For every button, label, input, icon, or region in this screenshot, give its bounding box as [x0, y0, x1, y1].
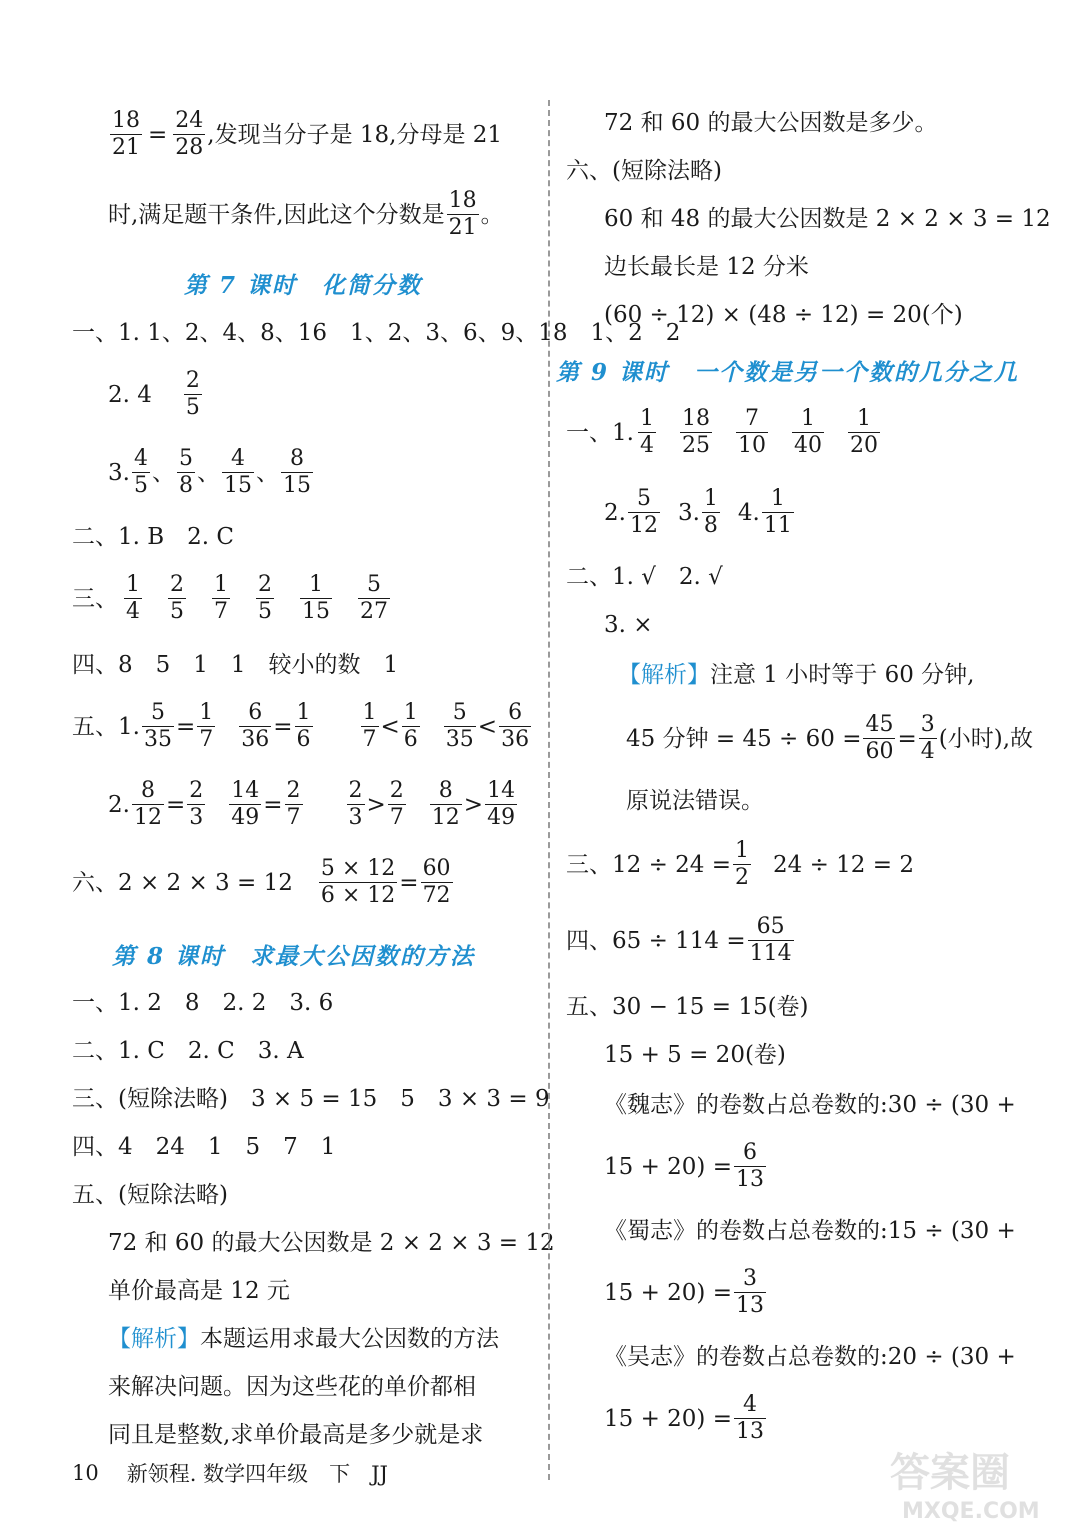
equals-sign: =	[263, 791, 283, 818]
fraction: $\frac{2}{3}$	[348, 778, 363, 830]
s8-part-3: 三、(短除法略) 3 × 5 = 15 5 3 × 3 = 9	[72, 1086, 550, 1112]
fraction: $\frac{8}{12}$	[431, 778, 460, 830]
s9-part-1-q2-4	[604, 486, 796, 539]
fraction: $\frac{6}{13}$	[735, 1140, 764, 1192]
fraction: $\frac{1}{6}$	[296, 700, 311, 752]
analysis-text: (小时),故	[938, 725, 1034, 752]
s9-part-5-line-2: 《魏志》的卷数占总卷数的:30 ÷ (30 +	[604, 1092, 1016, 1118]
equation: 三、12 ÷ 24 =	[566, 851, 732, 878]
separator: 、	[151, 459, 175, 486]
fraction: $\frac{5}{27}$	[360, 572, 388, 624]
fraction: $\frac{1}{7}$	[214, 572, 228, 624]
label: 4.	[737, 499, 760, 526]
s7-part-5-q1	[72, 700, 533, 753]
equals-sign: =	[175, 713, 196, 740]
s7-part-3	[72, 572, 392, 625]
page-number: 10	[72, 1461, 99, 1485]
fraction: $\frac{2}{7}$	[389, 778, 404, 830]
s9-part-2-q1-2: 二、1. √ 2. √	[566, 564, 723, 590]
fraction: $\frac{5}{35}$	[445, 700, 474, 752]
equals-sign: =	[399, 869, 419, 896]
fraction: $\frac{1}{20}$	[849, 406, 878, 458]
less-than-sign: <	[477, 713, 498, 740]
fraction: $\frac{3}{13}$	[735, 1266, 764, 1318]
label: 3.	[677, 499, 700, 526]
s7-part-1-q2	[108, 368, 204, 421]
s8-part-5-line-1: 72 和 60 的最大公因数是 2 × 2 × 3 = 12	[108, 1230, 555, 1256]
fraction: $\frac{6}{36}$	[241, 700, 270, 752]
page-footer	[72, 1458, 388, 1488]
intro-text: 时,满足题干条件,因此这个分数是	[108, 201, 445, 228]
fraction: $\frac{1}{8}$	[703, 486, 718, 538]
fraction: $\frac{45}{60}$	[865, 712, 894, 764]
equation: 15 + 20) =	[604, 1153, 732, 1180]
fraction: $\frac{1}{40}$	[793, 406, 822, 458]
lesson-8-heading: 第 8 课时 求最大公因数的方法	[112, 943, 476, 970]
lesson-7-heading: 第 7 课时 化简分数	[184, 272, 423, 299]
intro-line-1	[108, 108, 502, 161]
s9-analysis-line-1	[618, 660, 974, 690]
fraction: $\frac{18}{25}$	[681, 406, 710, 458]
intro-text: ,发现当分子是 18,分母是 21	[207, 121, 503, 148]
fraction: $\frac{14}{49}$	[487, 778, 516, 830]
fraction: $\frac{8}{15}$	[282, 446, 311, 498]
fraction: $\frac{7}{10}$	[737, 406, 766, 458]
fraction: $\frac{4}{15}$	[223, 446, 252, 498]
equals-sign: =	[897, 725, 917, 752]
fraction: $\frac{14}{49}$	[231, 778, 260, 830]
s8-part-6-line-1: 60 和 48 的最大公因数是 2 × 2 × 3 = 12	[604, 206, 1051, 232]
fraction: $\frac{1}{4}$	[639, 406, 654, 458]
book-title: 新领程. 数学四年级 下 JJ	[126, 1462, 388, 1486]
s9-analysis-line-3: 原说法错误。	[626, 788, 764, 814]
greater-than-sign: >	[463, 791, 484, 818]
fraction: $\frac{2}{7}$	[286, 778, 301, 830]
fraction: $\frac{2}{5}$	[185, 368, 200, 420]
analysis-text: 本题运用求最大公因数的方法	[200, 1326, 499, 1352]
fraction: $\frac{5}{8}$	[178, 446, 193, 498]
s8-part-5: 五、(短除法略)	[72, 1182, 228, 1208]
right-continue-line: 72 和 60 的最大公因数是多少。	[604, 110, 938, 136]
equals-sign: =	[273, 713, 293, 740]
s9-part-3	[566, 838, 914, 891]
equals-sign: =	[165, 791, 186, 818]
equation: 15 + 20) =	[604, 1405, 732, 1432]
greater-than-sign: >	[366, 791, 386, 818]
fraction: $\frac{5}{35}$	[143, 700, 172, 752]
s9-part-5: 五、30 − 15 = 15(卷)	[566, 994, 809, 1020]
fraction: $\frac{4}{13}$	[735, 1392, 764, 1444]
s8-part-6-line-2: 边长最长是 12 分米	[604, 254, 809, 280]
watermark-text: 答案圈	[890, 1450, 1010, 1496]
s7-part-5-q2	[108, 778, 519, 831]
equation: 四、65 ÷ 114 =	[566, 927, 746, 954]
separator: 、	[196, 459, 220, 486]
fraction: $\frac{1}{11}$	[763, 486, 792, 538]
equals-sign: =	[148, 121, 168, 148]
less-than-sign: <	[380, 713, 400, 740]
equation: 24 ÷ 12 = 2	[773, 851, 914, 878]
s8-part-1: 一、1. 2 8 2. 2 3. 6	[72, 990, 334, 1016]
label: 2. 4	[108, 381, 152, 408]
fraction: $\frac{1}{4}$	[126, 572, 140, 624]
fraction: $\frac{1}{15}$	[302, 572, 330, 624]
label: 五、1.	[72, 713, 140, 740]
s9-part-5-line-5	[604, 1266, 768, 1319]
s7-part-1-q1: 一、1. 1、2、4、8、16 1、2、3、6、9、18 1、2 2	[72, 320, 681, 346]
s8-analysis-line-1	[108, 1324, 499, 1354]
label: 一、1.	[566, 419, 634, 446]
fraction: $\frac{2}{5}$	[258, 572, 272, 624]
label: 六、2 × 2 × 3 = 12	[72, 869, 293, 896]
analysis-tag: 【解析】	[618, 662, 710, 688]
s7-part-2: 二、1. B 2. C	[72, 524, 235, 550]
fraction: $\frac{18}{21}$	[112, 108, 140, 160]
label: 2.	[108, 791, 130, 818]
fraction: $\frac{60}{72}$	[422, 856, 451, 908]
fraction: $\frac{1}{2}$	[735, 838, 750, 890]
s9-part-5-line-7	[604, 1392, 768, 1445]
watermark-logo-icon	[880, 1438, 1060, 1528]
s8-part-2: 二、1. C 2. C 3. A	[72, 1038, 304, 1064]
s7-part-4: 四、8 5 1 1 较小的数 1	[72, 652, 399, 678]
s9-part-5-line-4: 《蜀志》的卷数占总卷数的:15 ÷ (30 +	[604, 1218, 1016, 1244]
fraction: $\frac{2}{3}$	[189, 778, 204, 830]
s7-part-6	[72, 856, 455, 909]
fraction: $\frac{18}{21}$	[448, 188, 477, 240]
fraction: $\frac{1}{6}$	[403, 700, 418, 752]
label: 三、	[72, 585, 118, 612]
s8-analysis-line-3: 同且是整数,求单价最高是多少就是求	[108, 1422, 484, 1448]
period: 。	[480, 201, 504, 228]
fraction: $\frac{1}{7}$	[199, 700, 214, 752]
fraction: $\frac{2}{5}$	[170, 572, 184, 624]
fraction: $\frac{4}{5}$	[133, 446, 148, 498]
lesson-9-heading: 第 9 课时 一个数是另一个数的几分之几	[556, 359, 1020, 386]
s9-analysis-line-2	[626, 712, 1033, 765]
fraction: $\frac{24}{28}$	[175, 108, 204, 160]
label: 2.	[604, 499, 626, 526]
s9-part-2-q3: 3. ×	[604, 612, 653, 638]
s9-part-4	[566, 914, 796, 967]
s9-part-5-line-1: 15 + 5 = 20(卷)	[604, 1042, 786, 1068]
s9-part-1-q1	[566, 406, 882, 459]
analysis-tag: 【解析】	[108, 1326, 200, 1352]
analysis-text: 45 分钟 = 45 ÷ 60 =	[626, 725, 862, 752]
watermark-subtext: MXQE.COM	[902, 1499, 1040, 1524]
s8-analysis-line-2: 来解决问题。因为这些花的单价都相	[108, 1374, 476, 1400]
fraction: $\frac{8}{12}$	[133, 778, 162, 830]
fraction: $\frac{3}{4}$	[920, 712, 935, 764]
s7-part-1-q3	[108, 446, 315, 499]
s9-part-5-line-6: 《吴志》的卷数占总卷数的:20 ÷ (30 +	[604, 1344, 1016, 1370]
analysis-text: 注意 1 小时等于 60 分钟,	[710, 662, 975, 688]
s9-part-5-line-3	[604, 1140, 768, 1193]
equation: 15 + 20) =	[604, 1279, 732, 1306]
separator: 、	[255, 459, 279, 486]
fraction: $\frac{6}{36}$	[501, 700, 530, 752]
fraction: $\frac{5 \times 12}{6 \times 12}$	[320, 856, 396, 908]
s8-part-5-line-2: 单价最高是 12 元	[108, 1278, 290, 1304]
fraction: $\frac{5}{12}$	[629, 486, 658, 538]
column-divider	[548, 100, 550, 1480]
s8-part-6: 六、(短除法略)	[566, 158, 722, 184]
s8-part-6-line-3: (60 ÷ 12) × (48 ÷ 12) = 20(个)	[604, 302, 963, 328]
fraction: $\frac{1}{7}$	[362, 700, 377, 752]
label: 3.	[108, 459, 130, 486]
s8-part-4: 四、4 24 1 5 7 1	[72, 1134, 336, 1160]
fraction: $\frac{65}{114}$	[749, 914, 792, 966]
intro-line-2	[108, 188, 504, 241]
